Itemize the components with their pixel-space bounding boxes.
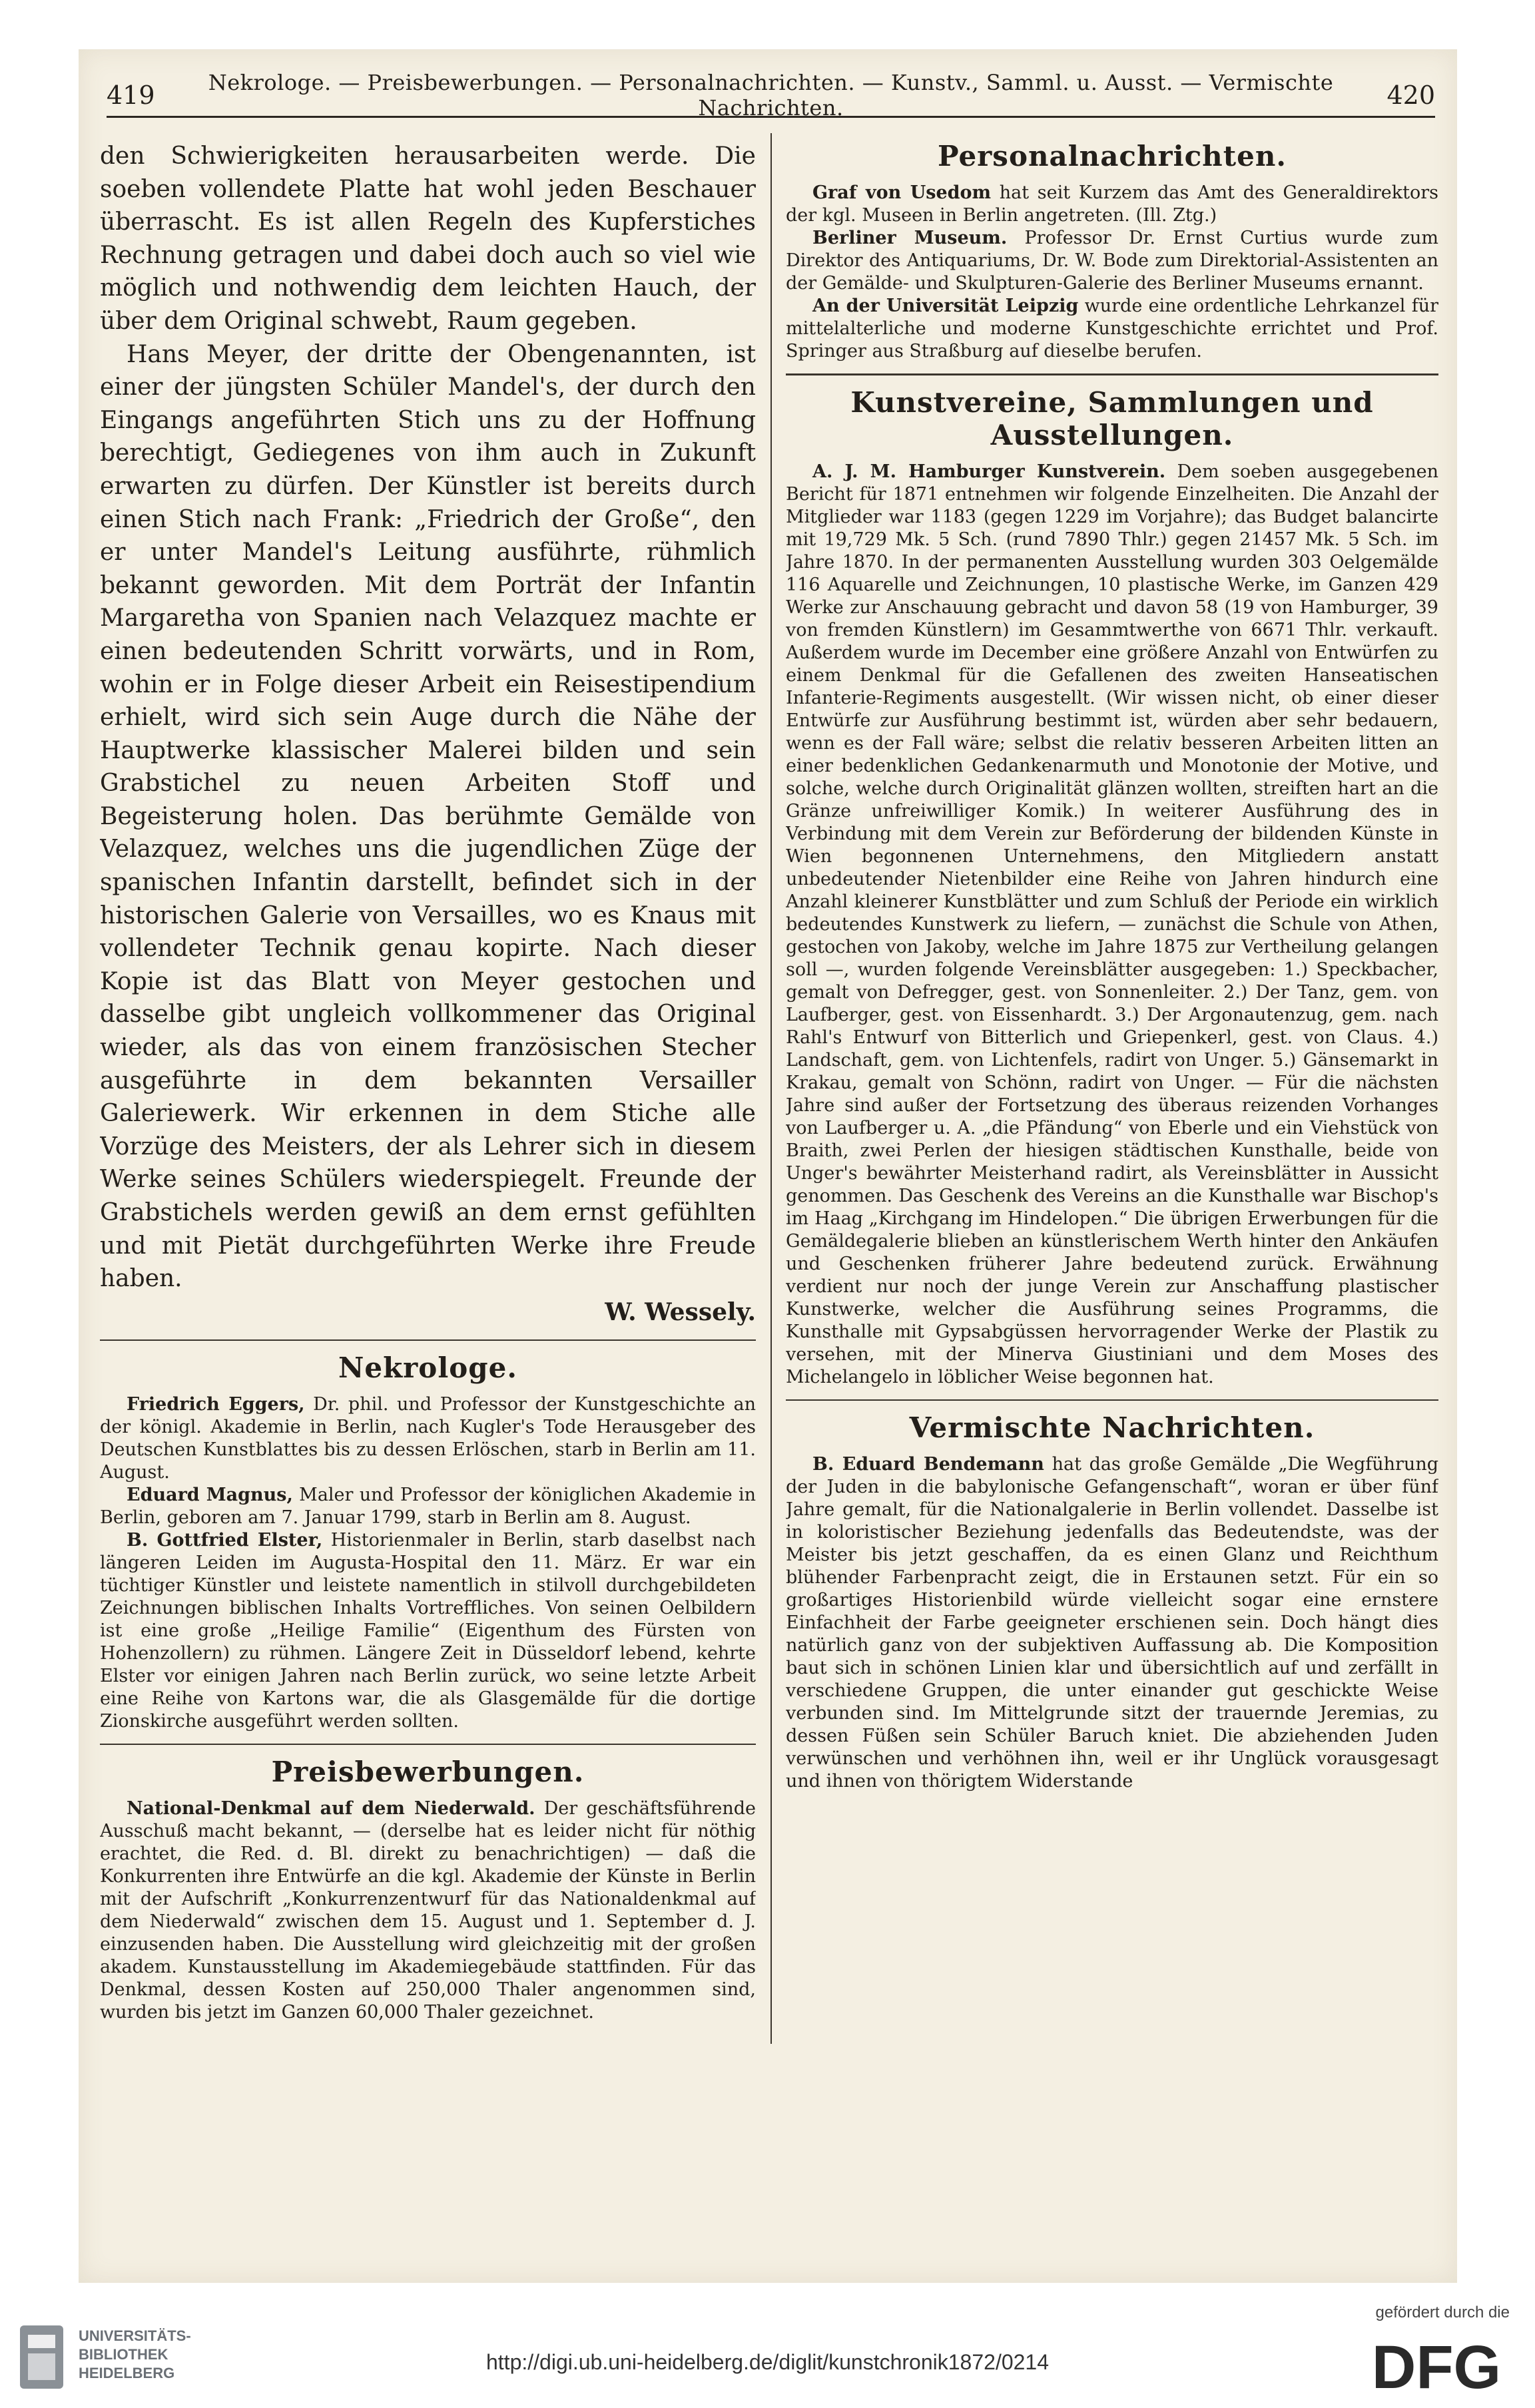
vermischte-heading: Vermischte Nachrichten.: [909, 1411, 1315, 1444]
entry-text: Dem soeben ausgegebenen Bericht für 1871 entnehmen wir folgende Einzelheiten. Die Anzahl der Mitglieder war 1183 (gegen 1229 im Vorjahre); das Budget balancirte mit 19,729 Mk. 5 Sch. (rund 7890 Thlr.) gegen 21457 Mk. 5 Sch. im Jahre 1870. In der permanenten Ausstellung wurden 303 Oelgemälde 116 Aquarelle und Zeichnungen, 10 plastische Werke, im Ganzen 429 Werke zur Anschauung gebracht und davon 58 (19 von Hamburger, 39 von fremden Künstlern) im Gesammtwerthe von 6671 Thlr. verkauft. Außerdem wurde im December eine größere Anzahl von Entwürfen zu einem Denkmal für die Gefallenen des zweiten Hanseatischen Infanterie-Regiments ausgestellt. (Wir wissen nicht, ob einer dieser Entwürfe zur Ausführung bestimmt ist, würden aber sehr bedauern, wenn es der Fall wäre; selbst die relativ besseren Arbeiten litten an einer bedenklichen Gedankenarmuth und Monotonie der Motive, und solche, welche durch Originalität glänzen wollten, streiften hart an die Gränze unfreiwilliger Komik.) In weiterer Ausführung des in Verbindung mit dem Verein zur Beförderung der bildenden Künste in Wien begonnenen Unternehmens, den Mitgliedern anstatt unbedeutender Nietenbilder eine Reihe von Jahren hindurch eine Anzahl kleinerer Kunstblätter und zum Schluß der Periode ein wirklich bedeutendes Kunstwerk zu liefern, — zunächst die Schule von Athen, gestochen von Jakoby, welche im Jahre 1875 zur Vertheilung gelangen soll —, wurden folgende Vereinsblätter ausgegeben: 1.) Speckbacher, gemalt von Defregger, gest. von Sonnenleiter. 2.) Der Tanz, gem. von Laufberger, gest. von Eissenhardt. 3.) Der Argonautenzug, gem. nach Rahl's Entwurf von Bitterlich und Griepenkerl, gest. von Claus. 4.) Landschaft, gem. von Lichtenfels, radirt von Unger. 5.) Gänsemarkt in Krakau, gemalt von Schönn, radirt von Unger. — Für die nächsten Jahre sind außer der Fortsetzung des überaus reizenden Vorhanges von Laufberger u. A. „die Pfändung“ von Eberle und ein Viehstück von Braith, zwei Perlen der hiesigen städtischen Kunsthalle, beide von Unger's bewährter Meisterhand radirt, als Vereinsblätter in Aussicht genommen. Das Geschenk des Vereins an die Kunsthalle war Bischop's im Haag „Kirchgang im Hindelopen.“ Die übrigen Erwerbungen für die Gemäldegalerie blieben an künstlerischem Werth hinter den Ankäufen und Geschenken früherer Jahre bedeutend zurück. Erwähnung verdient nur noch der junge Verein zur Anschaffung plastischer Kunstwerke, welcher die Ausführung seines Programms, die Kunsthalle mit Gypsabgüssen hervorragender Werke der Plastik zu versehen, mit der Minerva Giustiniani und dem Moses des Michelangelo in löblicher Weise begonnen hat.: [786, 461, 1438, 1387]
section-rule: [786, 373, 1438, 375]
preis-entry: [100, 1798, 756, 2024]
entry-lead: National-Denkmal auf dem Niederwald.: [127, 1798, 535, 1819]
entry-text: Professor Dr. Ernst Curtius wurde zum Direktor des Antiquariums, Dr. W. Bode zum Direktorial-Assistenten an der Gemälde- und Skulpturen-Galerie des Berliner Museums ernannt.: [786, 228, 1438, 294]
dfg-logo-text: DFG: [1371, 2333, 1502, 2397]
nekrologe-heading: Nekrologe.: [338, 1351, 518, 1384]
running-header: [107, 70, 1435, 120]
right-page-number: 420: [1386, 81, 1435, 110]
entry-text: Der geschäftsführende Ausschuß macht bekannt, — (derselbe hat es leider nicht für nöthig erachtet, die Red. d. Bl. direkt zu benachrichtigen) — daß die Konkurrenten ihre Entwürfe an die kgl. Akademie der Künste in Berlin mit der Aufschrift „Konkurrenzentwurf für das Nationaldenkmal auf dem Niederwald“ zwischen dem 15. August und 1. September d. J. einzusenden haben. Die Ausstellung wird gleichzeitig mit der großen akadem. Kunstausstellung im Akademiegebäude stattfinden. Für das Denkmal, dessen Kosten auf 250,000 Thaler angenommen sind, wurden bis jetzt im Ganzen 60,000 Thaler gezeichnet.: [100, 1798, 756, 2023]
left-column: [100, 140, 756, 2057]
right-column: [786, 140, 1438, 2057]
left-page-number: 419: [107, 81, 155, 110]
entry-lead: A. J. M. Hamburger Kunstverein.: [812, 461, 1166, 482]
entry-text: Historienmaler in Berlin, starb daselbst nach längeren Leiden im Augusta-Hospital den 11. März. Er war ein tüchtiger Künstler und leistete namentlich in stilvoll durchgebildeten Zeichnungen biblischen Inhalts Vortreffliches. Von seinen Oelbildern ist eine große „Heilige Familie“ (Eigenthum des Fürsten von Hohenzollern) zu rühmen. Längere Zeit in Düsseldorf lebend, kehrte Elster vor einigen Jahren nach Berlin zurück, wo seine letzte Arbeit eine Reihe von Kartons war, die als Glasgemälde für die dortige Zionskirche ausgeführt werden sollten.: [100, 1529, 756, 1732]
intro-paragraph: den Schwierigkeiten herausarbeiten werde. Die soeben vollendete Platte hat wohl jeden Beschauer überrascht. Es ist allen Regeln des Kupferstiches Rechnung getragen und dabei doch auch so viel wie möglich und nothwendig dem leichten Hauch, der über dem Original schwebt, Raum gegeben.: [100, 142, 756, 335]
entry-lead: An der Universität Leipzig: [812, 296, 1079, 316]
vermischte-entry: [786, 1453, 1438, 1793]
library-name-line: HEIDELBERG: [79, 2365, 175, 2381]
source-url-link[interactable]: http://digi.ub.uni-heidelberg.de/diglit/kunstchronik1872/0214: [485, 2350, 1050, 2374]
personal-entry: [786, 182, 1438, 227]
nekrolog-entry: [100, 1529, 756, 1733]
article-signature: W. Wessely.: [605, 1298, 756, 1326]
entry-lead: Graf von Usedom: [812, 182, 992, 203]
kunstvereine-heading: Kunstvereine, Sammlungen und Ausstellungen.: [850, 386, 1374, 451]
entry-text: wurde eine ordentliche Lehrkanzel für mittelalterliche und moderne Kunstgeschichte errichtet und Prof. Springer aus Straßburg auf dieselbe berufen.: [786, 296, 1438, 361]
nekrolog-entry: [100, 1393, 756, 1484]
library-name-line: UNIVERSITÄTS-: [79, 2327, 191, 2344]
digitization-footer: [0, 2290, 1535, 2408]
entry-lead: Eduard Magnus,: [127, 1484, 293, 1505]
running-title: Nekrologe. — Preisbewerbungen. — Personalnachrichten. — Kunstv., Samml. u. Ausst. — Vermischte Nachrichten.: [208, 70, 1334, 120]
personalnachrichten-heading: Personalnachrichten.: [938, 140, 1287, 172]
section-rule: [100, 1339, 756, 1341]
personal-entry: [786, 295, 1438, 363]
section-rule: [100, 1744, 756, 1745]
entry-lead: Berliner Museum.: [812, 228, 1008, 248]
entry-text: hat das große Gemälde „Die Wegführung der Juden in die babylonische Gefangenschaft“, woran er über fünf Jahre gemalt, für die Nationalgalerie in Berlin vollendet. Dasselbe ist in koloristischer Beziehung jedenfalls das Bedeutendste, was der Meister bis jetzt geschaffen, da es einen Glanz und Reichthum blühender Farbenpracht zeigt, die in Erstaunen setzt. Für ein so großartiges Historienbild würde vielleicht sogar eine ernstere Einfachheit der Farbe geeigneter erschienen sein. Doch hängt dies natürlich ganz von der subjektiven Auffassung ab. Die Komposition baut sich in schönen Linien klar und übersichtlich auf und zerfällt in verschiedene Gruppen, die unter einander gut geschickte Weise verbunden sind. Im Mittelgrunde sitzt der trauernde Jeremias, zu dessen Füßen sein Schüler Baruch kniet. Die abziehenden Juden verwünschen und verhöhnen ihn, weil er ihr Unglück vorausgesagt und ihnen von thörigtem Widerstande: [786, 1454, 1438, 1792]
personal-entry: [786, 227, 1438, 295]
dfg-logo-icon: [1363, 2327, 1510, 2397]
library-name-line: BIBLIOTHEK: [79, 2346, 168, 2363]
entry-lead: B. Gottfried Elster,: [127, 1529, 323, 1551]
entry-text: Dr. phil. und Professor der Kunstgeschichte an der königl. Akademie in Berlin, nach Kugler's Tode Herausgeber des Deutschen Kunstblattes bis zu dessen Erlöschen, starb in Berlin am 11. August.: [100, 1393, 756, 1483]
entry-lead: B. Eduard Bendemann: [812, 1454, 1044, 1475]
entry-text: hat seit Kurzem das Amt des Generaldirektors der kgl. Museen in Berlin angetreten. (Ill. Ztg.): [786, 182, 1438, 226]
section-rule: [786, 1399, 1438, 1401]
funding-note: gefördert durch die: [1375, 2303, 1510, 2321]
preisbewerbungen-heading: Preisbewerbungen.: [271, 1755, 585, 1788]
entry-lead: Friedrich Eggers,: [127, 1393, 305, 1415]
kunstverein-entry: [786, 461, 1438, 1389]
nekrolog-entry: [100, 1484, 756, 1529]
entry-text: Maler und Professor der königlichen Akademie in Berlin, geboren am 7. Januar 1799, starb in Berlin am 8. August.: [100, 1484, 756, 1528]
column-divider: [770, 133, 772, 2044]
meyer-paragraph: Hans Meyer, der dritte der Obengenannten, ist einer der jüngsten Schüler Mandel's, der durch den Eingangs angeführten Stich uns zu der Hoffnung berechtigt, Gediegenes von ihm auch in Zukunft erwarten zu dürfen. Der Künstler ist bereits durch einen Stich nach Frank: „Friedrich der Große“, den er unter Mandel's Leitung ausführte, rühmlich bekannt geworden. Mit dem Porträt der Infantin Margaretha von Spanien nach Velazquez machte er einen bedeutenden Schritt vorwärts, und in Rom, wohin er in Folge dieser Arbeit ein Reisestipendium erhielt, wird sich sein Auge durch die Nähe der Hauptwerke klassischer Malerei bilden und sein Grabstichel zu neuen Arbeiten Stoff und Begeisterung holen. Das berühmte Gemälde von Velazquez, welches uns die jugendlichen Züge der spanischen Infantin darstellt, befindet sich in der historischen Galerie von Versailles, wo es Knaus mit vollendeter Technik genau kopirte. Nach dieser Kopie ist das Blatt von Meyer gestochen und dasselbe gibt ungleich vollkommener das Original wieder, als das von einem französischen Stecher ausgeführte in dem bekannten Versailler Galeriewerk. Wir erkennen in dem Stiche alle Vorzüge des Meisters, der als Lehrer sich in diesem Werke seines Schülers wiederspiegelt. Freunde der Grabstichels werden gewiß an dem ernst gefühlten und mit Pietät durchgeführten Werke ihre Freude haben.: [100, 340, 756, 1293]
